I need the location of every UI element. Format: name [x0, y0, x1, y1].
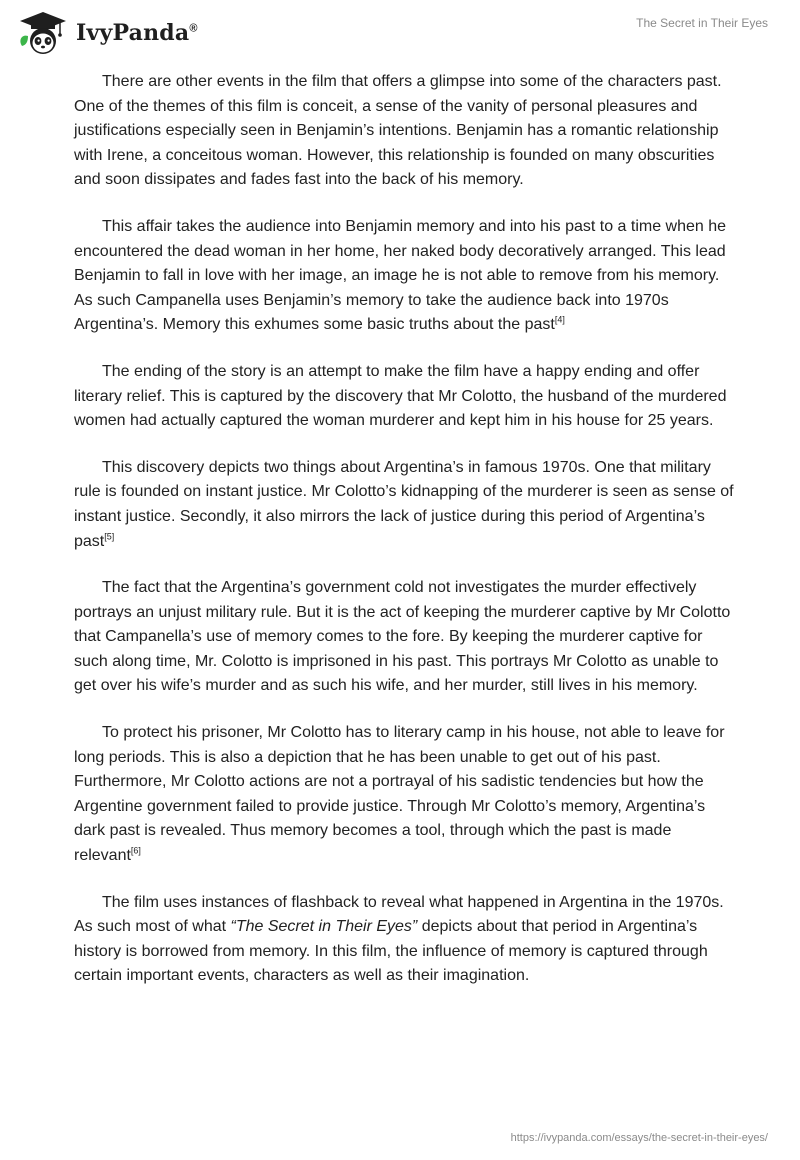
footnote-ref[interactable]: [5]: [104, 531, 115, 542]
panda-graduation-cap-icon: [16, 10, 70, 56]
paragraph: There are other events in the film that offers a glimpse into some of the characters past. One of the themes of this film is conceit, a sense of the vanity of personal pleasures and justifications especially seen in Benjamin’s intentions. Benjamin has a romantic relationship with Irene, a conceitous woman. However, this relationship is founded on many obscurities and soon dissipates and fades fast into the back of his memory.: [74, 73, 722, 189]
paragraph: The fact that the Argentina’s government cold not investigates the murder effectively portrays an unjust military rule. But it is the act of keeping the murderer captive by Mr Colotto that Campanella’s use of memory comes to the fore. By keeping the murderer captive for such along time, Mr. Colotto is imprisoned in his past. This portrays Mr Colotto as unable to get over his wife’s murder and as such his wife, and her murder, still lives in his memory.: [74, 579, 731, 695]
paragraph: This discovery depicts two things about Argentina’s in famous 1970s. One that military rule is founded on instant justice. Mr Colotto’s kidnapping of the murderer is seen as sense of instant justice. Secondly, it also mirrors the lack of justice during this period of Argentina’s past[5]: [74, 458, 734, 550]
paragraph: To protect his prisoner, Mr Colotto has to literary camp in his house, not able to leave for long periods. This is also a depiction that he has been unable to get out of his past. Furthermore, Mr Colotto actions are not a portrayal of his sadistic tendencies but how the Argentine government failed to provide justice. Through Mr Colotto’s memory, Argentina’s dark past is revealed. Thus memory becomes a tool, through which the past is made relevant[6]: [74, 724, 725, 865]
ivypanda-logo[interactable]: [16, 10, 246, 56]
paragraph: The ending of the story is an attempt to make the film have a happy ending and offer literary relief. This is captured by the discovery that Mr Colotto, the husband of the murdered women had actually captured the woman murderer and kept him in his house for 25 years.: [74, 362, 727, 430]
paragraph: The film uses instances of flashback to reveal what happened in Argentina in the 1970s. As such most of what “The Secret in Their Eyes” depicts about that period in Argentina’s history is borrowed from memory. In this film, the influence of memory is captured through certain important events, characters as well as their imagination.: [74, 893, 724, 985]
essay-body: [74, 70, 734, 1011]
paragraph: This affair takes the audience into Benjamin memory and into his past to a time when he encountered the dead woman in her home, her naked body decoratively arranged. This lead Benjamin to fall in love with her image, an image he is not able to remove from his memory. As such Campanella uses Benjamin’s memory to take the audience back into 1970s Argentina’s. Memory this exhumes some basic truths about the past[4]: [74, 217, 727, 334]
film-title: “The Secret in Their Eyes”: [230, 918, 418, 936]
document-title: The Secret in Their Eyes: [636, 16, 768, 30]
footnote-ref[interactable]: [6]: [130, 845, 141, 856]
page-header: [0, 0, 800, 70]
footnote-ref[interactable]: [4]: [554, 315, 565, 326]
registered-mark: ®: [189, 22, 198, 35]
source-url[interactable]: https://ivypanda.com/essays/the-secret-in-their-eyes/: [510, 1132, 768, 1144]
logo-wordmark: IvyPanda®: [76, 20, 198, 46]
